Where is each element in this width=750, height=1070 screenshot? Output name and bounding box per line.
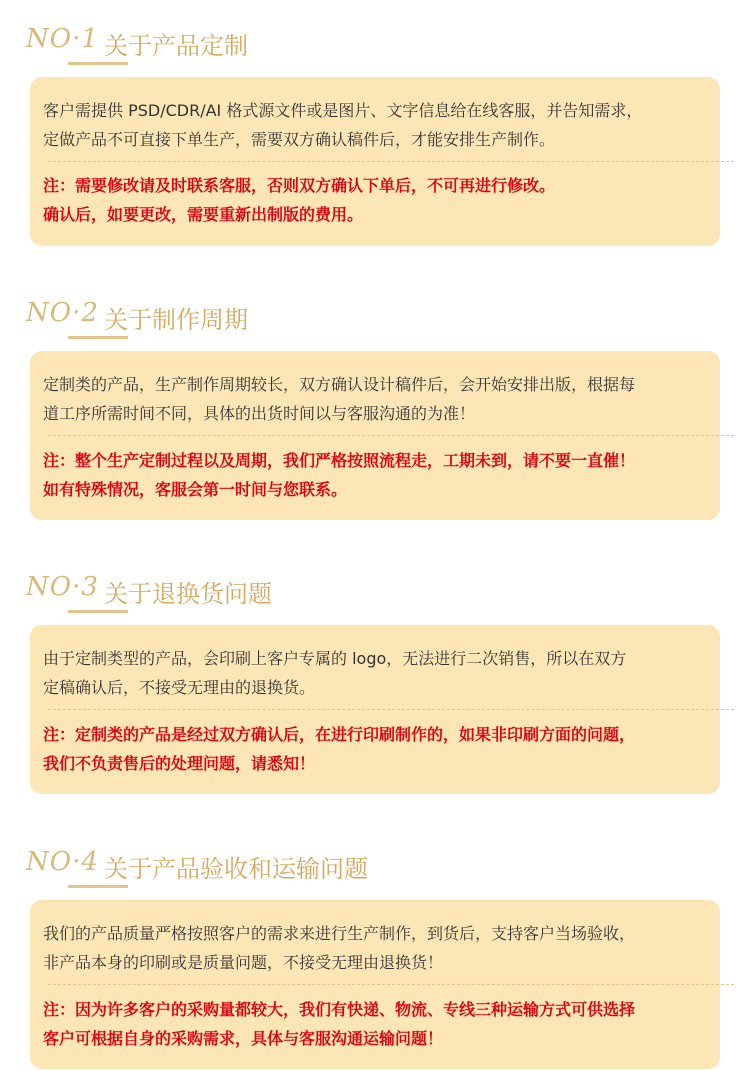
note-line: 客户可根据自身的采购需求，具体与客服沟通运输问题！ (43, 1029, 444, 1048)
info-box-4 (30, 900, 720, 1069)
note-line: 确认后，如要更改，需要重新出制版的费用。 (43, 205, 364, 224)
title-underline (68, 336, 128, 339)
dashed-divider (48, 709, 734, 710)
info-box-2 (30, 351, 720, 520)
section-number: NO·4 (26, 847, 99, 877)
note-line: 我们不负责售后的处理问题，请悉知！ (43, 754, 316, 773)
section-number: NO·2 (26, 298, 99, 328)
title-underline (68, 62, 128, 65)
box-body (43, 96, 709, 154)
section-header (0, 833, 750, 893)
section-1 (0, 10, 750, 70)
box-body (43, 370, 709, 428)
body-line: 道工序所需时间不同，具体的出货时间以与客服沟通的为准！ (43, 404, 476, 423)
section-number: NO·1 (26, 24, 99, 54)
section-header (0, 558, 750, 618)
box-note (43, 446, 713, 504)
box-note (43, 995, 713, 1053)
box-body (43, 644, 709, 702)
dashed-divider (48, 161, 734, 162)
dashed-divider (48, 435, 734, 436)
section-header (0, 284, 750, 344)
note-line: 注：需要修改请及时联系客服，否则双方确认下单后，不可再进行修改。 (43, 176, 556, 195)
info-box-3 (30, 625, 720, 794)
section-title: 关于退换货问题 (104, 580, 272, 608)
body-line: 由于定制类型的产品，会印刷上客户专属的 logo，无法进行二次销售，所以在双方 (43, 649, 627, 668)
note-line: 注：整个生产定制过程以及周期，我们严格按照流程走，工期未到，请不要一直催！ (43, 451, 636, 470)
section-title: 关于产品定制 (104, 32, 248, 60)
section-number: NO·3 (26, 572, 99, 602)
body-line: 非产品本身的印刷或是质量问题，不接受无理由退换货！ (43, 953, 444, 972)
box-note (43, 720, 713, 778)
title-underline (68, 610, 128, 613)
title-underline (68, 885, 128, 888)
body-line: 定制类的产品，生产制作周期较长，双方确认设计稿件后，会开始安排出版，根据每 (43, 375, 636, 394)
section-header (0, 10, 750, 70)
box-note (43, 171, 713, 229)
dashed-divider (48, 984, 734, 985)
note-line: 如有特殊情况，客服会第一时间与您联系。 (43, 480, 348, 499)
body-line: 定稿确认后，不接受无理由的退换货。 (43, 678, 316, 697)
section-title: 关于产品验收和运输问题 (104, 855, 368, 883)
info-box-1 (30, 77, 720, 246)
section-title: 关于制作周期 (104, 306, 248, 334)
section-2 (0, 284, 750, 344)
body-line: 我们的产品质量严格按照客户的需求来进行生产制作，到货后，支持客户当场验收， (43, 924, 636, 943)
body-line: 客户需提供 PSD/CDR/AI 格式源文件或是图片、文字信息给在线客服，并告知需求， (43, 101, 643, 120)
section-4 (0, 833, 750, 893)
box-body (43, 919, 709, 977)
note-line: 注：定制类的产品是经过双方确认后，在进行印刷制作的，如果非印刷方面的问题， (43, 725, 636, 744)
note-line: 注：因为许多客户的采购量都较大，我们有快递、物流、专线三种运输方式可供选择 (43, 1000, 636, 1019)
body-line: 定做产品不可直接下单生产，需要双方确认稿件后，才能安排生产制作。 (43, 130, 556, 149)
section-3 (0, 558, 750, 618)
